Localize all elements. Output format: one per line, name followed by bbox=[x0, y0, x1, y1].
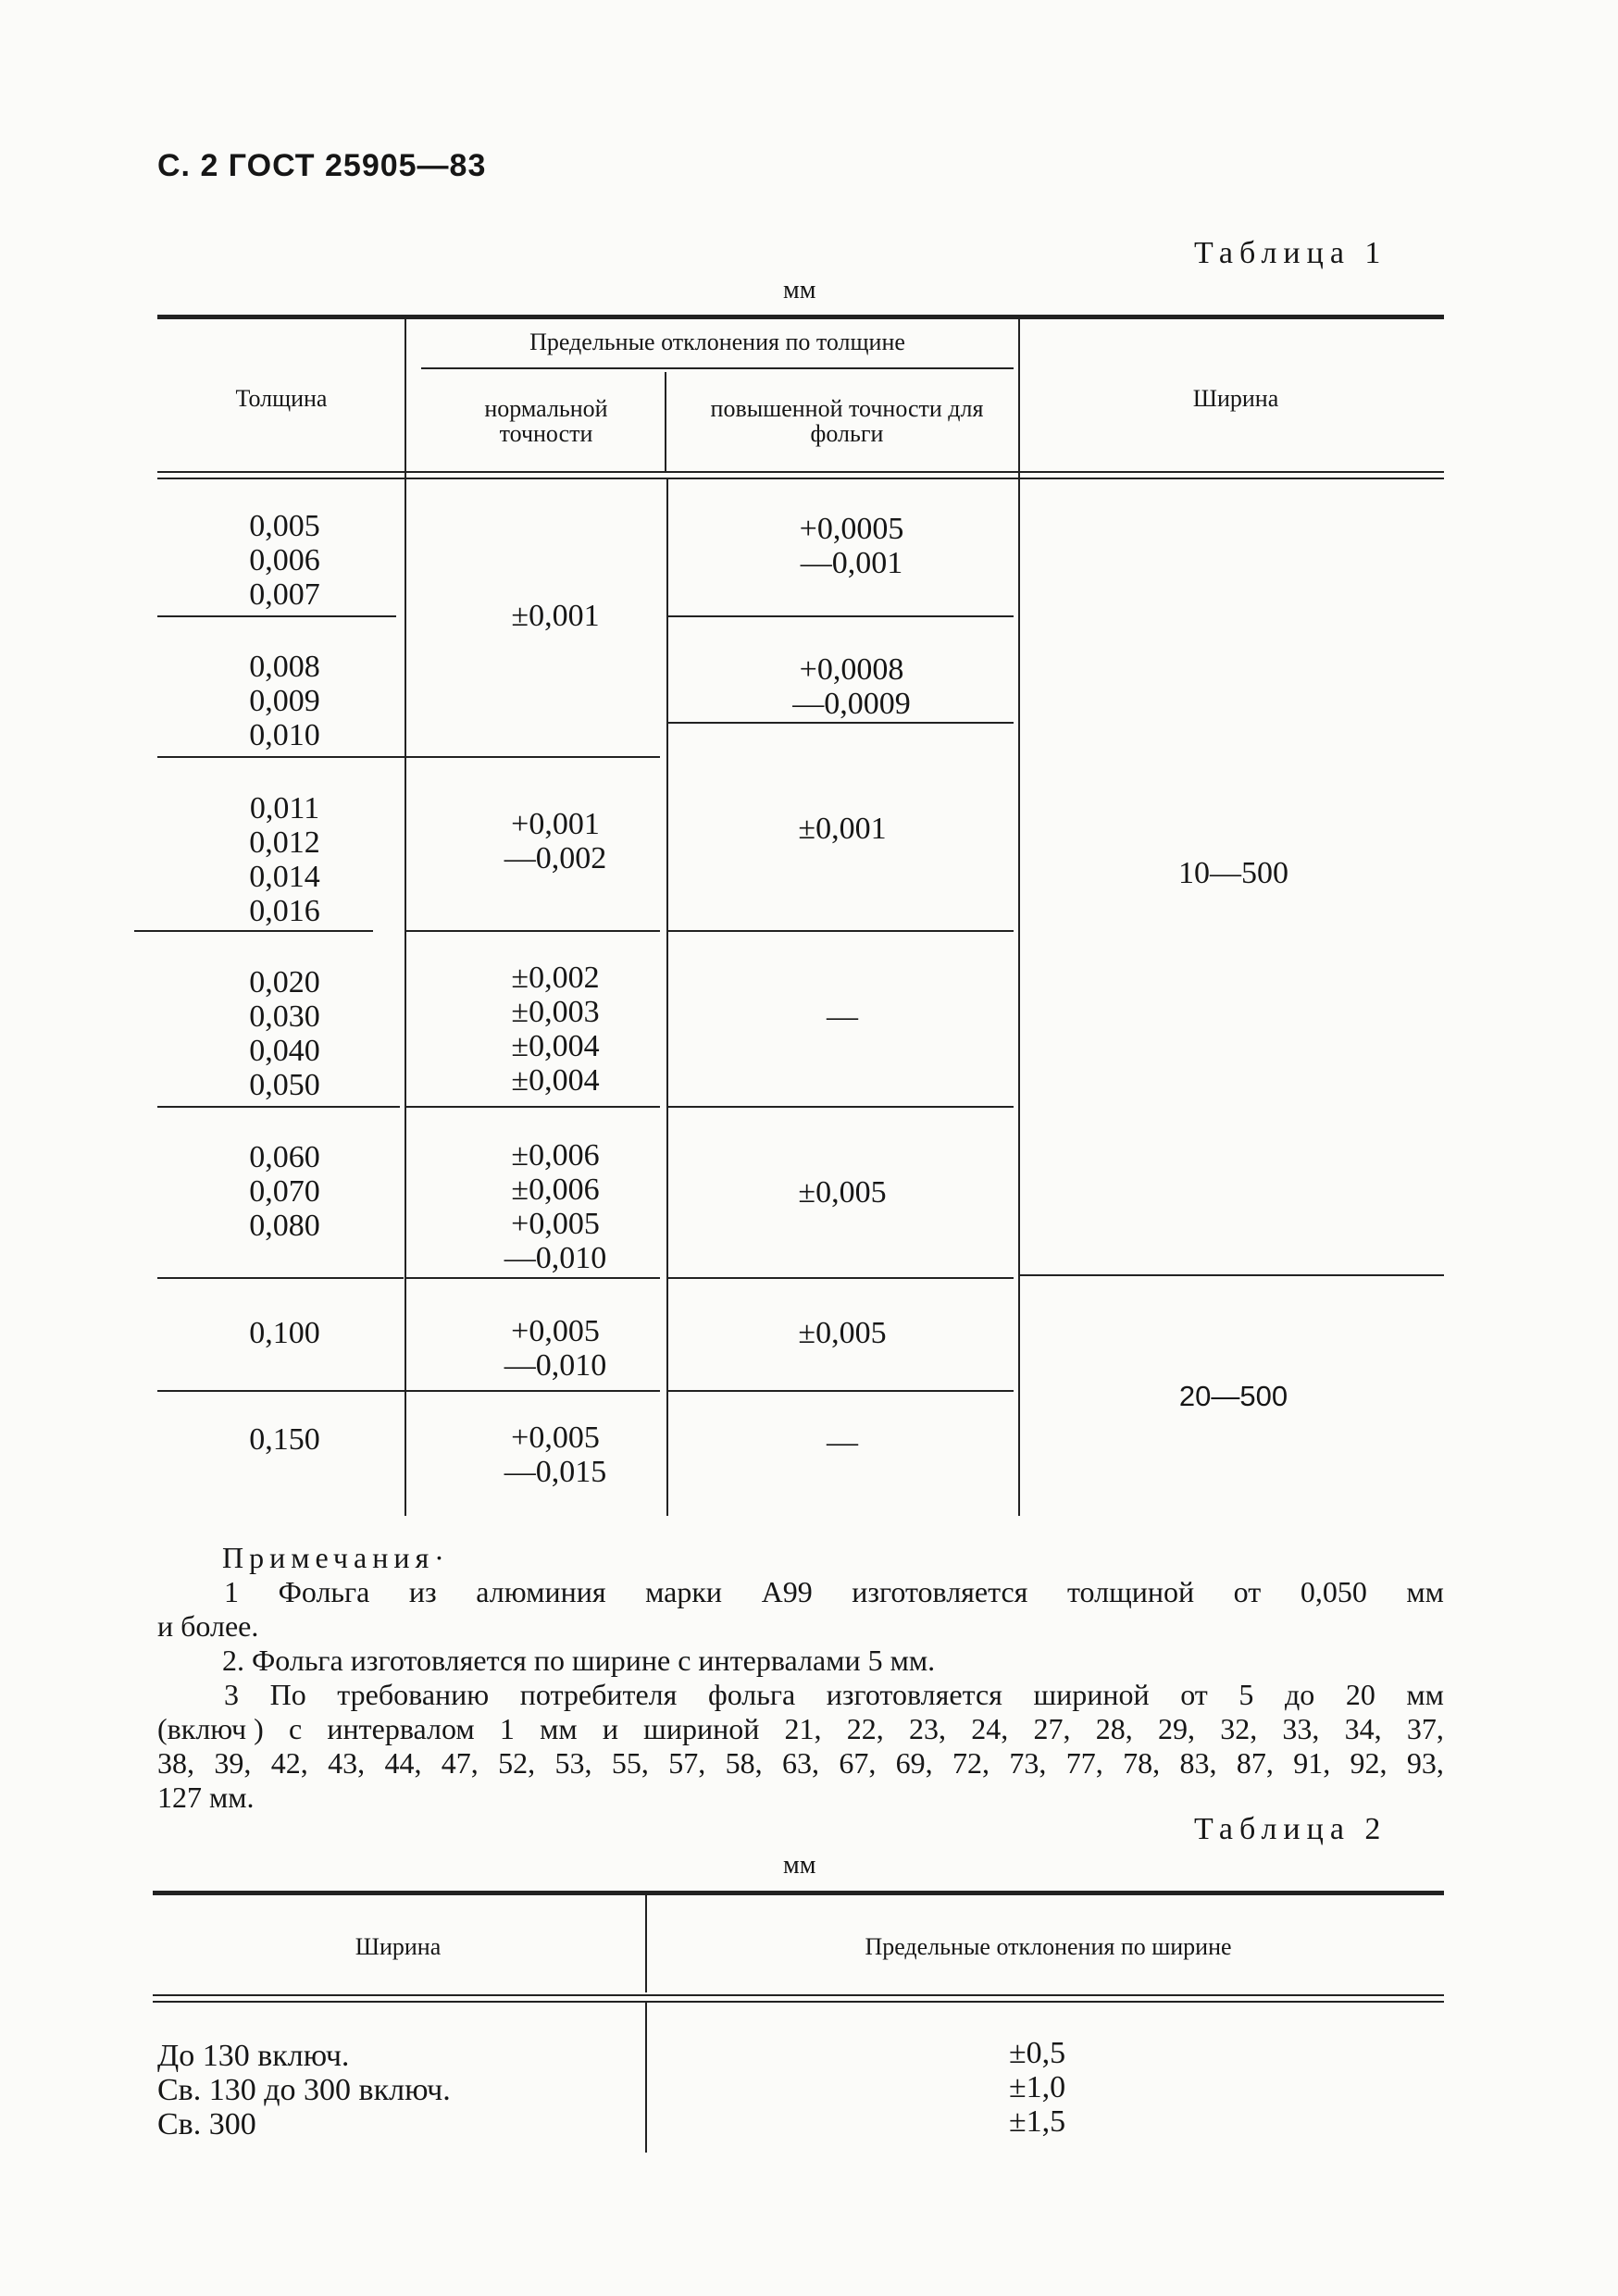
cell-normal: ±0,004 bbox=[511, 1029, 600, 1063]
row-sep bbox=[157, 756, 405, 758]
cell-normal: ±0,006 bbox=[511, 1173, 600, 1207]
table-2-col-divider bbox=[645, 2003, 647, 2153]
row-sep bbox=[157, 1390, 405, 1392]
header-normal-accuracy: нормальной точности bbox=[484, 395, 608, 447]
row-sep bbox=[157, 615, 396, 617]
table-1-col-divider-2 bbox=[666, 479, 668, 1516]
table-2-row-width: До 130 включ. bbox=[157, 2039, 350, 2073]
table-2-row-width: Св. 130 до 300 включ. bbox=[157, 2073, 451, 2107]
table-2-header-divider bbox=[645, 1895, 647, 1992]
row-sep bbox=[666, 722, 1014, 724]
cell-high: —0,0009 bbox=[792, 687, 911, 721]
cell-thickness: 0,008 bbox=[249, 650, 320, 684]
row-sep bbox=[666, 1106, 1014, 1108]
table-1-col-divider-3 bbox=[1018, 319, 1020, 1516]
table-2-unit: мм bbox=[783, 1851, 816, 1880]
cell-thickness: 0,012 bbox=[249, 825, 320, 860]
note-1-line-1: 1 Фольга из алюминия марки А99 изготовляется толщиной от 0,050 мм bbox=[224, 1575, 1444, 1608]
table-1-unit: мм bbox=[783, 276, 816, 304]
note-3-line-2: (включ ) с интервалом 1 мм и шириной 21, 22, 23, 24, 27, 28, 29, 32, 33, 34, 37, bbox=[157, 1712, 1444, 1745]
cell-thickness: 0,010 bbox=[249, 718, 320, 752]
cell-high: +0,0008 bbox=[799, 652, 904, 687]
row-sep bbox=[404, 930, 660, 932]
row-sep bbox=[1018, 1274, 1444, 1276]
table-1-top-rule bbox=[157, 315, 1444, 319]
header-deviation-group: Предельные отклонения по толщине bbox=[529, 329, 905, 355]
cell-thickness: 0,070 bbox=[249, 1174, 320, 1209]
thickness-group bbox=[157, 965, 412, 1102]
row-sep bbox=[157, 1277, 404, 1279]
thickness-group bbox=[157, 1140, 412, 1243]
table-2-top-rule bbox=[153, 1891, 1444, 1895]
table-2-row-deviation: ±0,5 bbox=[1009, 2036, 1066, 2070]
cell-high: ±0,005 bbox=[798, 1316, 887, 1350]
table-2-header-deviation: Предельные отклонения по ширине bbox=[865, 1933, 1232, 1960]
table-2-row-width: Св. 300 bbox=[157, 2107, 256, 2141]
table-2-header-width: Ширина bbox=[355, 1933, 442, 1960]
notes-title: Примечания· bbox=[222, 1541, 450, 1574]
high-group bbox=[703, 512, 1000, 580]
cell-thickness: 0,005 bbox=[249, 509, 320, 543]
header-high-accuracy: повышенной точности для фольги bbox=[710, 395, 984, 447]
normal-group bbox=[444, 1314, 666, 1383]
cell-thickness: 0,011 bbox=[249, 791, 320, 825]
cell-normal: —0,015 bbox=[504, 1455, 607, 1489]
row-sep bbox=[666, 1390, 1014, 1392]
cell-thickness: 0,080 bbox=[249, 1209, 320, 1243]
row-sep bbox=[666, 930, 1014, 932]
row-sep bbox=[404, 1277, 660, 1279]
page-header: С. 2 ГОСТ 25905—83 bbox=[157, 148, 487, 183]
cell-high: — bbox=[827, 1425, 858, 1459]
cell-thickness: 0,006 bbox=[249, 543, 320, 577]
cell-high: ±0,001 bbox=[798, 812, 887, 846]
row-sep bbox=[404, 1390, 660, 1392]
row-sep bbox=[157, 1106, 400, 1108]
row-sep bbox=[666, 1277, 1014, 1279]
thickness-group bbox=[157, 1316, 412, 1350]
cell-normal: ±0,006 bbox=[511, 1138, 600, 1173]
thickness-group bbox=[157, 509, 412, 612]
thickness-group bbox=[157, 650, 412, 752]
table-1-header-subdivider bbox=[665, 372, 666, 471]
high-group bbox=[703, 652, 1000, 721]
cell-thickness: 0,030 bbox=[249, 999, 320, 1034]
table-2-header-rule-1 bbox=[153, 1994, 1444, 1996]
cell-high: +0,0005 bbox=[799, 512, 904, 546]
table-2-header-rule-2 bbox=[153, 2001, 1444, 2003]
cell-normal: +0,005 bbox=[511, 1421, 600, 1455]
cell-width: 10—500 bbox=[1178, 856, 1288, 890]
row-sep bbox=[404, 756, 660, 758]
note-1-line-2: и более. bbox=[157, 1609, 259, 1643]
note-3-line-4: 127 мм. bbox=[157, 1781, 255, 1814]
cell-thickness: 0,007 bbox=[249, 577, 320, 612]
cell-normal: ±0,004 bbox=[511, 1063, 600, 1098]
thickness-group bbox=[157, 1422, 412, 1457]
table-2-deviation-col bbox=[1009, 2036, 1176, 2139]
table-2-width-col bbox=[157, 2039, 451, 2141]
table-1-header-rule-2 bbox=[157, 478, 1444, 479]
cell-high: — bbox=[827, 999, 858, 1034]
header-thickness: Толщина bbox=[235, 385, 328, 412]
cell-thickness: 0,040 bbox=[249, 1034, 320, 1068]
cell-thickness: 0,150 bbox=[249, 1422, 320, 1457]
cell-high: —0,001 bbox=[800, 546, 903, 580]
cell-high: ±0,005 bbox=[798, 1175, 887, 1210]
cell-normal: —0,010 bbox=[504, 1241, 607, 1275]
table-1-group-header-rule bbox=[421, 367, 1014, 369]
table-2-row-deviation: ±1,5 bbox=[1009, 2104, 1066, 2139]
thickness-group bbox=[157, 791, 412, 928]
header-width: Ширина bbox=[1192, 385, 1279, 412]
note-3-line-1: 3 По требованию потребителя фольга изготовляется шириной от 5 до 20 мм bbox=[224, 1678, 1444, 1711]
normal-group bbox=[444, 1138, 666, 1275]
normal-group bbox=[444, 961, 666, 1098]
cell-thickness: 0,020 bbox=[249, 965, 320, 999]
row-sep bbox=[134, 930, 373, 932]
table-2-row-deviation: ±1,0 bbox=[1009, 2070, 1066, 2104]
cell-thickness: 0,100 bbox=[249, 1316, 320, 1350]
cell-thickness: 0,060 bbox=[249, 1140, 320, 1174]
cell-normal: +0,005 bbox=[511, 1314, 600, 1348]
cell-normal: —0,010 bbox=[504, 1348, 607, 1383]
cell-thickness: 0,016 bbox=[249, 894, 320, 928]
note-3-line-3: 38, 39, 42, 43, 44, 47, 52, 53, 55, 57, 58, 63, 67, 69, 72, 73, 77, 78, 83, 87, 91, 92, 93, bbox=[157, 1746, 1444, 1780]
table-1-header-rule-1 bbox=[157, 471, 1444, 473]
row-sep bbox=[404, 1106, 660, 1108]
cell-normal: ±0,001 bbox=[511, 599, 600, 633]
normal-group bbox=[444, 1421, 666, 1489]
cell-thickness: 0,009 bbox=[249, 684, 320, 718]
cell-width: 20—500 bbox=[1178, 1380, 1288, 1412]
cell-normal: —0,002 bbox=[504, 841, 607, 875]
row-sep bbox=[666, 615, 1014, 617]
cell-thickness: 0,014 bbox=[249, 860, 320, 894]
normal-group bbox=[444, 807, 666, 875]
cell-thickness: 0,050 bbox=[249, 1068, 320, 1102]
table-2-caption: Таблица 2 bbox=[1194, 1812, 1388, 1846]
note-2: 2. Фольга изготовляется по ширине с интервалами 5 мм. bbox=[222, 1644, 936, 1677]
cell-normal: +0,005 bbox=[511, 1207, 600, 1241]
cell-normal: ±0,003 bbox=[511, 995, 600, 1029]
cell-normal: +0,001 bbox=[511, 807, 600, 841]
table-1-caption: Таблица 1 bbox=[1194, 236, 1388, 270]
cell-normal: ±0,002 bbox=[511, 961, 600, 995]
